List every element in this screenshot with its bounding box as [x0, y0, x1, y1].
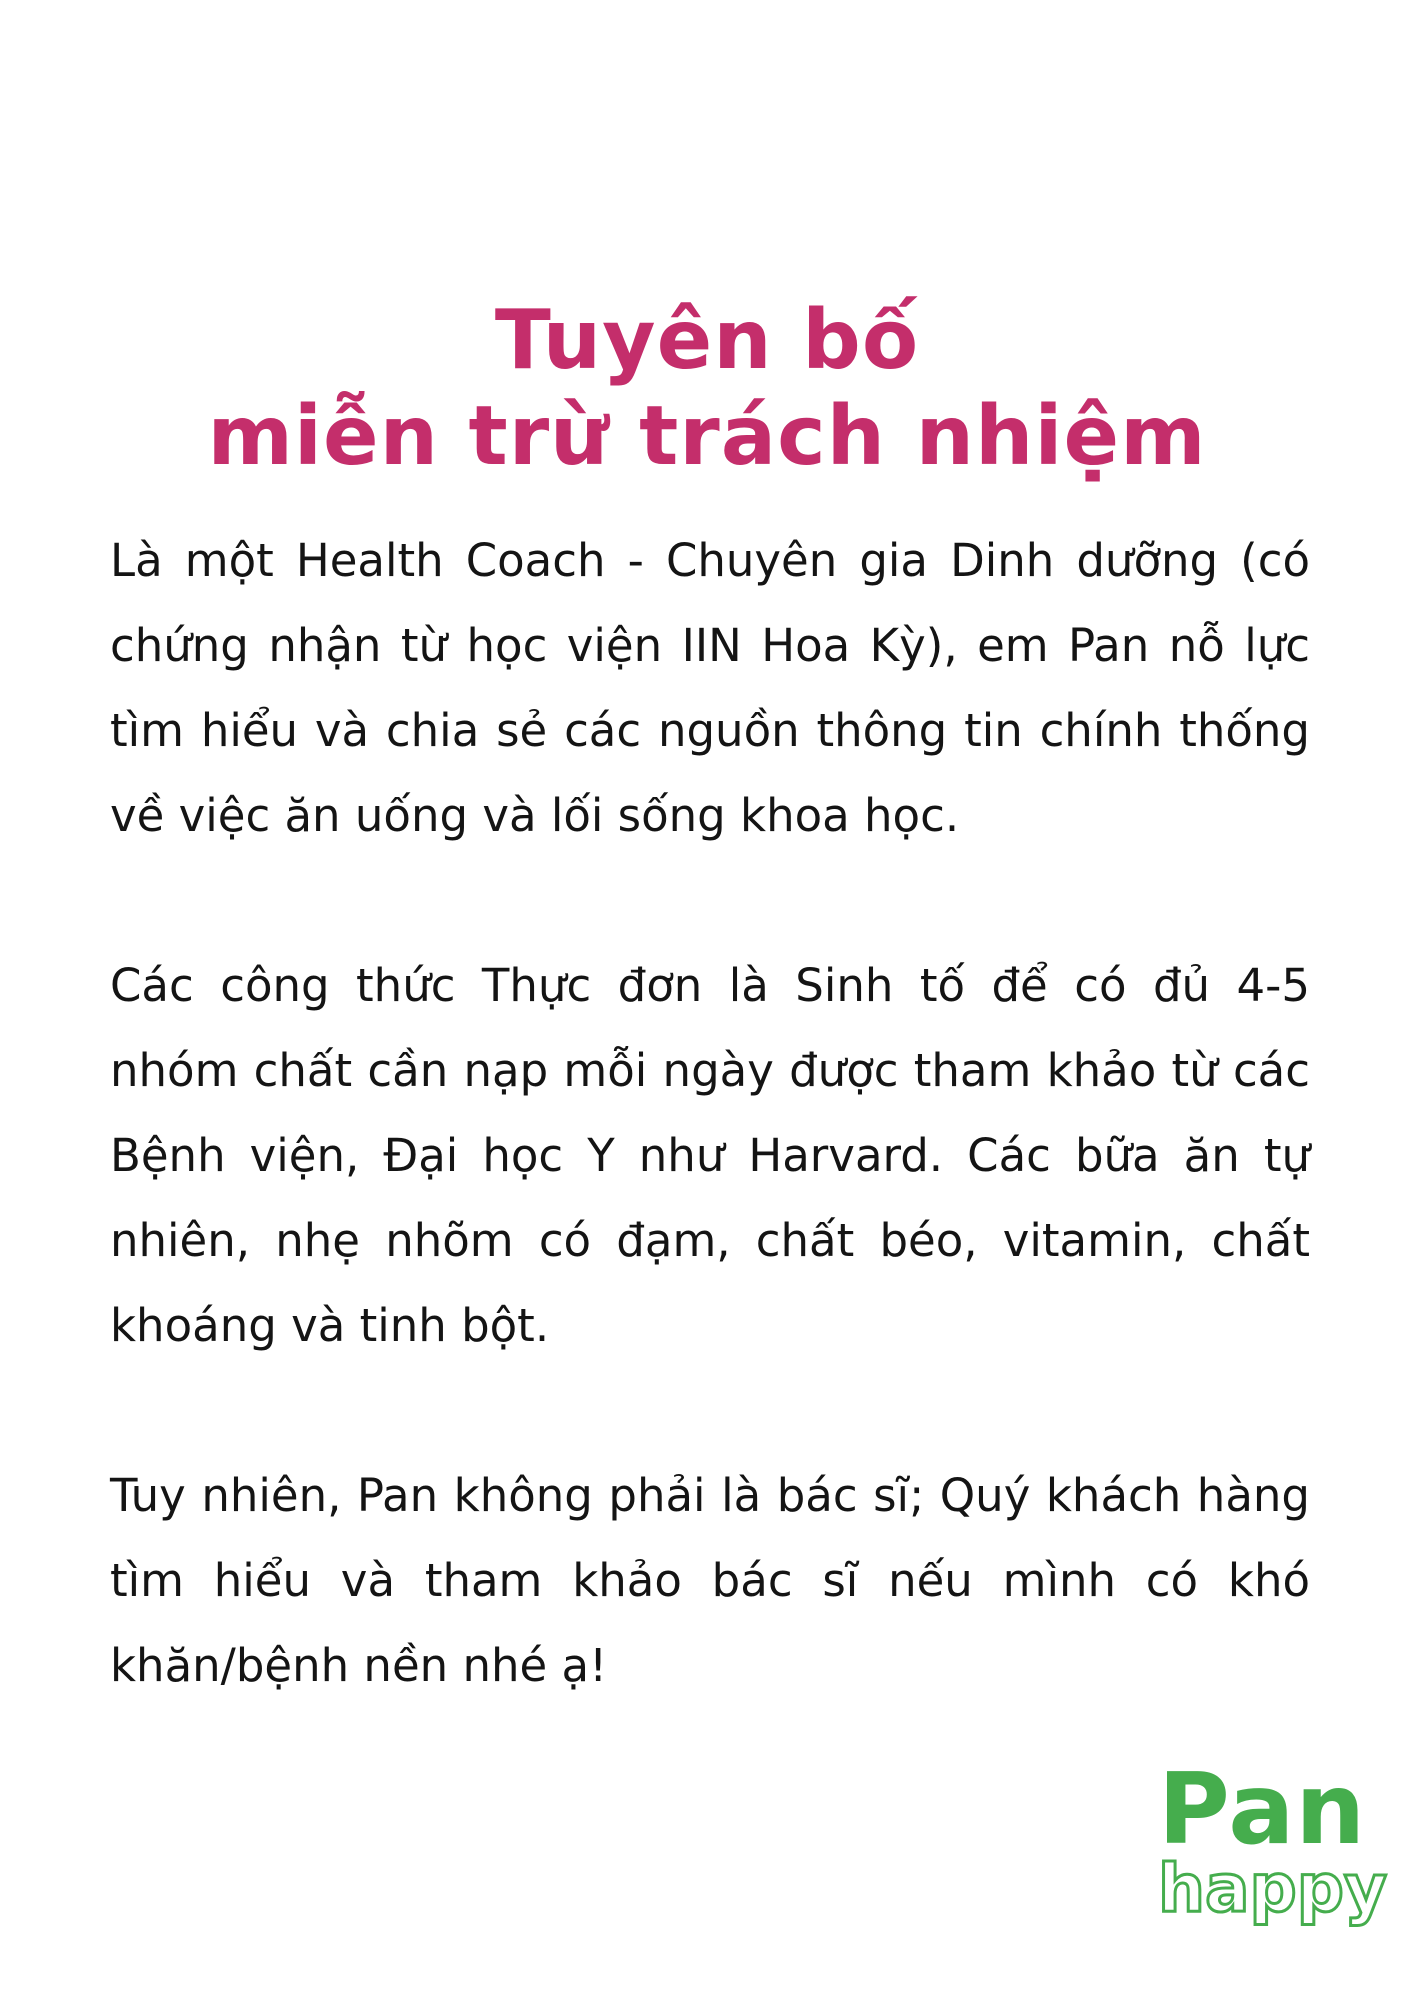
paragraph-credentials: Là một Health Coach - Chuyên gia Dinh dưỡng (có chứng nhận từ học viện IIN Hoa Kỳ), em Pan nỗ lực tìm hiểu và chia sẻ các nguồn thông tin chính thống về việc ăn uống và lối sống khoa học. [110, 534, 1310, 842]
paragraph-not-doctor: Tuy nhiên, Pan không phải là bác sĩ; Quý khách hàng tìm hiểu và tham khảo bác sĩ nếu mình có khó khăn/bệnh nền nhé ạ! [110, 1469, 1310, 1692]
logo-brand: Pan [1158, 1753, 1367, 1867]
title-line-1: Tuyên bố [494, 292, 920, 388]
logo-tagline: happy [1158, 1850, 1388, 1927]
disclaimer-body [110, 518, 1310, 1708]
paragraph-recipes: Các công thức Thực đơn là Sinh tố để có đủ 4-5 nhóm chất cần nạp mỗi ngày được tham khảo từ các Bệnh viện, Đại học Y như Harvard. Các bữa ăn tự nhiên, nhẹ nhõm có đạm, chất béo, vitamin, chất khoáng và tinh bột. [110, 959, 1310, 1352]
pan-happy-logo [1158, 1753, 1388, 1930]
title-line-2: miễn trừ trách nhiệm [207, 388, 1207, 484]
page-title [0, 293, 1414, 485]
